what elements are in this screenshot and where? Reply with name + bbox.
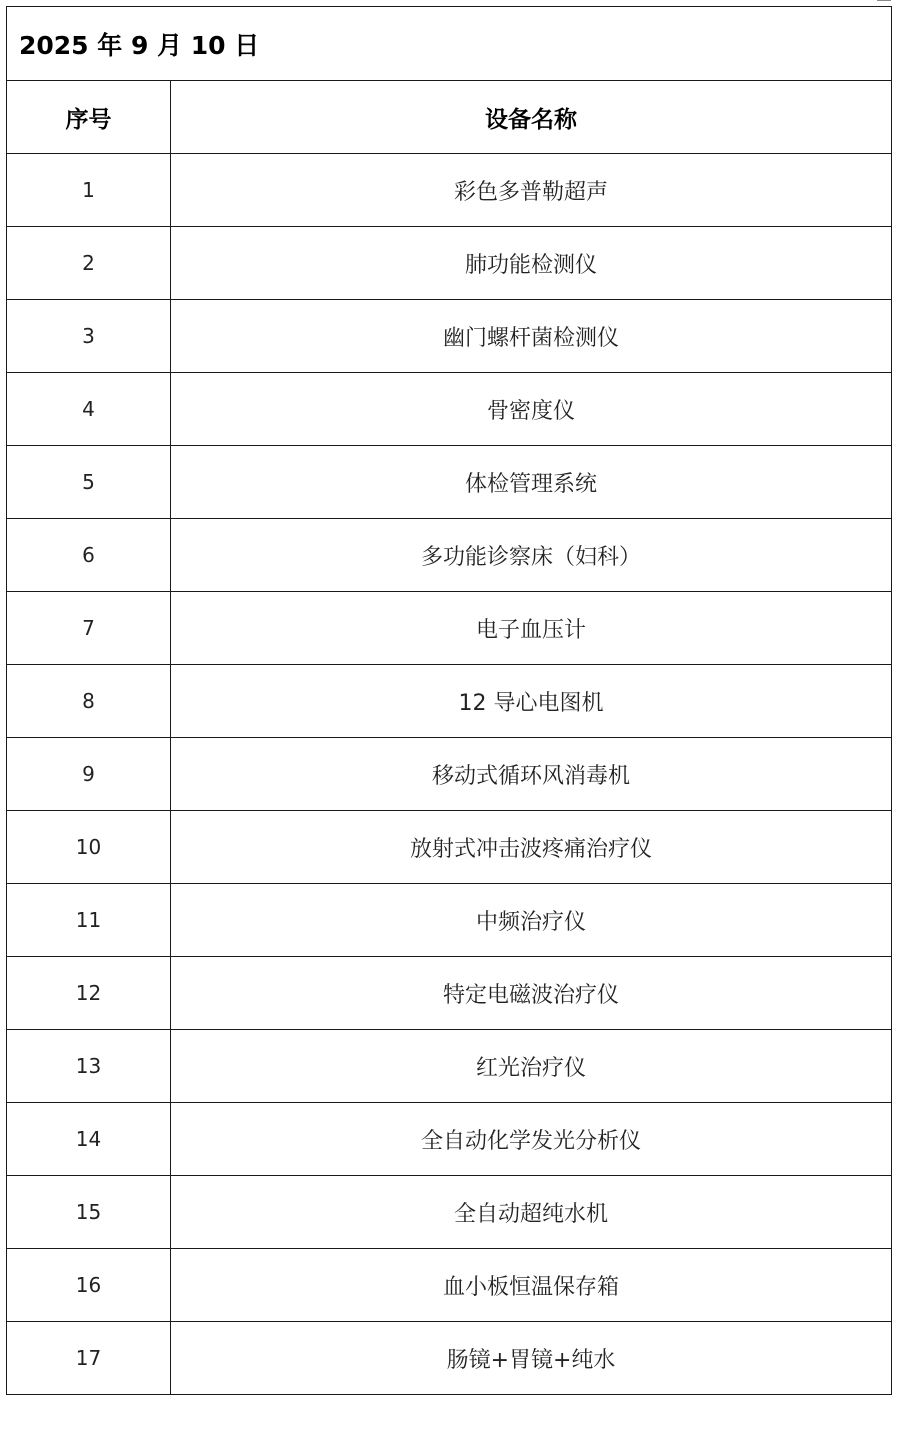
table-row: [7, 957, 892, 1030]
table-row: [7, 519, 892, 592]
table-row: [7, 227, 892, 300]
equipment-name: 肺功能检测仪: [171, 227, 892, 300]
row-number: 8: [7, 665, 171, 738]
row-number: 16: [7, 1249, 171, 1322]
date-row: [7, 7, 892, 81]
row-number: 14: [7, 1103, 171, 1176]
equipment-name: 彩色多普勒超声: [171, 154, 892, 227]
table-row: [7, 1249, 892, 1322]
equipment-name: 骨密度仪: [171, 373, 892, 446]
row-number: 13: [7, 1030, 171, 1103]
row-number: 3: [7, 300, 171, 373]
equipment-name: 血小板恒温保存箱: [171, 1249, 892, 1322]
equipment-name: 幽门螺杆菌检测仪: [171, 300, 892, 373]
equipment-name: 12 导心电图机: [171, 665, 892, 738]
equipment-name: 中频治疗仪: [171, 884, 892, 957]
row-number: 1: [7, 154, 171, 227]
row-number: 10: [7, 811, 171, 884]
row-number: 6: [7, 519, 171, 592]
equipment-name: 移动式循环风消毒机: [171, 738, 892, 811]
table-row: [7, 300, 892, 373]
row-number: 5: [7, 446, 171, 519]
equipment-name: 全自动超纯水机: [171, 1176, 892, 1249]
equipment-table: [6, 6, 892, 1395]
header-no: 序号: [7, 81, 171, 154]
equipment-name: 特定电磁波治疗仪: [171, 957, 892, 1030]
table-row: [7, 884, 892, 957]
equipment-name: 电子血压计: [171, 592, 892, 665]
row-number: 12: [7, 957, 171, 1030]
row-number: 9: [7, 738, 171, 811]
table-row: [7, 373, 892, 446]
equipment-name: 多功能诊察床（妇科）: [171, 519, 892, 592]
table-row: [7, 665, 892, 738]
equipment-name: 全自动化学发光分析仪: [171, 1103, 892, 1176]
header-equipment-name: 设备名称: [171, 81, 892, 154]
table-row: [7, 592, 892, 665]
row-number: 4: [7, 373, 171, 446]
equipment-name: 红光治疗仪: [171, 1030, 892, 1103]
table-row: [7, 1030, 892, 1103]
table-row: [7, 1103, 892, 1176]
equipment-name: 放射式冲击波疼痛治疗仪: [171, 811, 892, 884]
table-row: [7, 811, 892, 884]
table-row: [7, 1322, 892, 1395]
row-number: 17: [7, 1322, 171, 1395]
row-number: 11: [7, 884, 171, 957]
row-number: 15: [7, 1176, 171, 1249]
header-row: [7, 81, 892, 154]
table-row: [7, 154, 892, 227]
date-title: 2025 年 9 月 10 日: [7, 7, 892, 81]
equipment-name: 体检管理系统: [171, 446, 892, 519]
row-number: 2: [7, 227, 171, 300]
row-number: 7: [7, 592, 171, 665]
table-row: [7, 446, 892, 519]
table-row: [7, 738, 892, 811]
table-row: [7, 1176, 892, 1249]
equipment-name: 肠镜+胃镜+纯水: [171, 1322, 892, 1395]
